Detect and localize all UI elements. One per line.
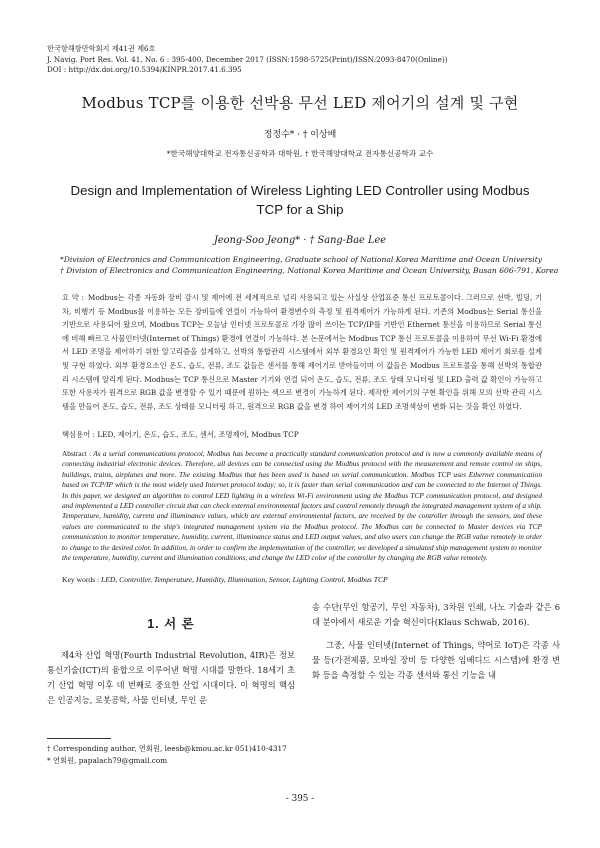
page-number: - 395 - (285, 794, 315, 804)
keywords-korean-label: 핵심용어 : (62, 430, 95, 439)
body-paragraph: 제4차 산업 혁명(Fourth Industrial Revolution, 4IR)은 정보통신기술(ICT)의 융합으로 이루어낸 혁명 시대를 말한다. 18세기 초기 산업 혁명 이후 네 번째로 중요한 산업 시대이다. 이 혁명의 핵심은 인공지능, 로봇공학, 사물 인터넷, 무인 운 (47, 650, 295, 706)
doi-line: DOI : http://dx.doi.org/10.5394/KINPR.2017.41.6.395 (47, 65, 242, 75)
keywords-korean-text: LED, 제어기, 온도, 습도, 조도, 센서, 조명제어, Modbus TCP (97, 430, 299, 439)
footnote-corresponding-author: † Corresponding author, 연회원, leesb@kmou.ac.kr 051)410-4317 (47, 744, 287, 753)
abstract-english (62, 449, 542, 563)
footnotes (47, 743, 347, 766)
left-column (47, 600, 295, 708)
keywords-korean (62, 430, 542, 440)
right-column (312, 600, 560, 683)
authors-korean: 정정수* · † 이상배 (263, 130, 337, 140)
abstract-english-label: Abstract : (62, 449, 92, 458)
abstract-korean (62, 291, 542, 413)
section-heading: 1. 서 론 (147, 617, 195, 631)
paper-title-korean: Modbus TCP를 이용한 선박용 무선 LED 제어기의 설계 및 구현 (81, 94, 519, 112)
journal-name: 한국항해항만학회지 제41권 제6호 (47, 44, 156, 53)
affiliation-korean: *한국해양대학교 전자통신공학과 대학원, † 한국해양대학교 전자통신공학과 교수 (166, 149, 434, 158)
abstract-korean-text: Modbus는 각종 자동화 장비 감시 및 제어에 전 세계적으로 널리 사용되고 있는 사실상 산업표준 통신 프로토콜이다. 그러므로 선박, 빌딩, 기차, 비행기 등 Modbus를 이용하는 모든 장비들에 연결이 가능하여 환경변수의 측정 및 원격제어가 가능하게 된다. 기존의 Modbus는 Serial 통신을 기반으로 사용되어 왔으며, Modbus TCP는 오늘날 인터넷 프로토콜로 가장 많이 쓰이는 TCP/IP를 기반인 Ethernet 통신을 이용하므로 Serial 통신에 비해 빠르고 사물인터넷(Internet of Things) 환경에 연결이 가능하다. 본 논문에서는 Modbus TCP 통신 프로토콜을 이용하여 무선 Wi-Fi 환경에서 LED 조명을 제어하기 위한 알고리즘을 설계하고, 선박의 통합관리 시스템에서 외부 환경요인 확인 및 원격제어가 가능한 LED 제어기 회로를 설계 및 구현 하였다. 외부 환경요소인 온도, 습도, 전류, 조도 값들은 센서를 통해 제어기로 받아들이며 이 값들은 Modbus 프로토콜을 통해 선박의 통합관리 시스템에 알리게 된다. Modbus는 TCP 통신으로 Master 기기와 연결 되어 온도, 습도, 전류, 조도 상태 모니터링 및 LED 출력 값 확인이 가능하고 또한 사용자가 원격으로 RGB 값을 변경할 수 있기 때문에 원하는 색으로 변경이 가능하게 된다. 제작한 제어기의 구현 확인을 위해 모의 선박 관리 시스템을 만들어 온도, 습도, 전류, 조도 상태를 모니터링 하고, 원격으로 RGB 값을 변경 하여 제어기의 LED 조명색상이 변화 되는 것을 확인 하였다. (62, 293, 542, 411)
keywords-english-text: LED, Controller, Temperature, Humidity, Illumination, Sensor, Lighting Control, Modbus TCP (101, 575, 388, 584)
footnote-member: * 연회원, papalach79@gmail.com (47, 755, 168, 765)
abstract-english-text: As a serial communications protocol, Modbus has become a practically standard communication protocol and is now a commonly available means of connecting industrial electronic devices. Therefore, all devices can be connected using the Modbus protocol with the measurement and remote control on ships, buildings, trains, airplanes and more. The existing Modbus that has been used is based on serial communication. Modbus TCP uses Ethernet communication based on TCP/IP which is the most widely used Internet protocol today; so, it is faster than serial communication and can be connected to the Internet of Things. In this paper, we designed an algorithm to control LED lighting in a wireless Wi-Fi environment using the Modbus TCP communication protocol, and designed and implemented a LED controller circuit that can check external environmental factors and control remotely through the integrated management system of a ship. Temperature, humidity, current and illuminance values, which are external environmental factors, are received by the controller through the sensors, and these values are communicated to the ship's integrated management system via the Modbus protocol. The Modbus can be connected to Master devices via TCP communication to monitor temperature, humidity, current, illuminance status and LED output values, and also users can change the RGB value remotely in order to change to the desired color. In addition, in order to confirm the implementation of the controller, we developed a simulated ship management system to monitor the temperature, humidity, current and illumination conditions, and change the LED color of the controller by changing the RGB value remotely. (62, 449, 542, 563)
paper-title-english: Design and Implementation of Wireless Lighting LED Controller using Modbus TCP for a Ship (70, 183, 530, 217)
journal-header (47, 44, 567, 76)
affiliation-english-line: *Division of Electronics and Communication Engineering, Graduate school of National Korea Maritime and Ocean University (60, 255, 543, 264)
affiliation-english (60, 254, 560, 276)
authors-english: Jeong-Soo Jeong* · † Sang-Bae Lee (213, 235, 387, 246)
body-paragraph: 송 수단(무인 항공기, 무인 자동차), 3차원 인쇄, 나노 기술과 같은 6대 분야에서 새로운 기술 혁신이다(Klaus Schwab, 2016). (312, 602, 560, 628)
keywords-english (62, 575, 542, 584)
journal-citation: J. Navig. Port Res. Vol. 41, No. 6 : 395-400, December 2017 (ISSN:1598-5725(Print)/ISSN:2093-8470(Online)) (47, 54, 448, 64)
body-paragraph: 그중, 사물 인터넷(Internet of Things, 약어로 IoT)은 각종 사물 등(가전제품, 모바일 장비 등 다양한 임베디드 시스템)에 환경 변화 등을 측정할 수 있는 각종 센서와 통신 기능을 내 (312, 640, 560, 681)
affiliation-english-line: † Division of Electronics and Communication Engineering, National Korea Maritime and Ocean University, Busan 606-791, Korea (60, 266, 559, 275)
abstract-korean-label: 요 약 : (62, 293, 84, 302)
keywords-english-label: Key words : (62, 575, 100, 584)
footnote-divider (47, 738, 111, 739)
